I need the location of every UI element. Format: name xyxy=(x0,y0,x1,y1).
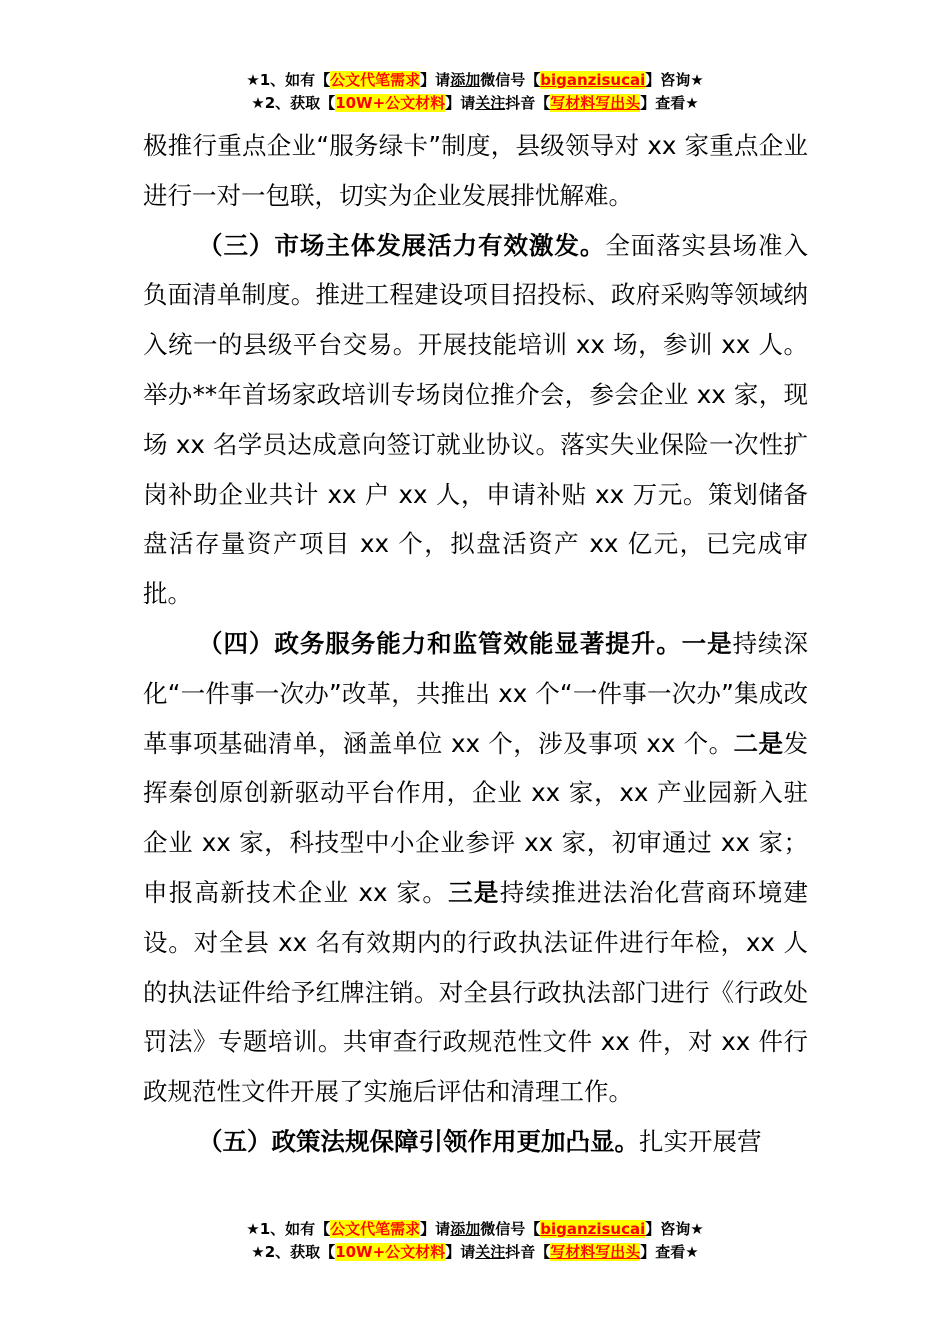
section-heading: （三）市场主体发展活力有效激发。 xyxy=(198,230,606,260)
promo-highlight-service: 公文代笔需求 xyxy=(330,1220,421,1238)
promo-underlined-text: 关注 xyxy=(475,94,506,112)
promo-line-1 xyxy=(0,69,950,92)
paragraph-section-4 xyxy=(143,619,808,1117)
promo-wechat-id: biganzisucai xyxy=(540,1220,646,1238)
point-lead: 一是 xyxy=(681,628,733,658)
promo-text: 抖音【 xyxy=(505,94,551,112)
promo-text: 】请 xyxy=(420,71,451,89)
paragraph-section-5 xyxy=(143,1117,808,1167)
paragraph-text: 扎实开展营 xyxy=(639,1126,762,1156)
promo-text: 微信号【 xyxy=(480,1220,541,1238)
paragraph-text: 持续深化“一件事一次办”改革，共推出 xx 个“一件事一次办”集成改革事项基础清单，涵盖单位 xx 个，涉及事项 xx 个。 xyxy=(143,628,809,758)
paragraph-text: 发挥秦创原创新驱动平台作用，企业 xx 家，xx 产业园新入驻企业 xx 家，科技型中小企业参评 xx 家，初审通过 xx 家；申报高新技术企业 xx 家。 xyxy=(143,728,808,907)
promo-underlined-text: 添加 xyxy=(450,1220,481,1238)
promo-douyin-account: 写材料写出头 xyxy=(550,94,641,112)
promo-text: ★2、获取【 xyxy=(251,1243,336,1261)
promo-douyin-account: 写材料写出头 xyxy=(550,1243,641,1261)
paragraph-section-3 xyxy=(143,221,808,619)
paragraph-text: 全面落实县场准入负面清单制度。推进工程建设项目招投标、政府采购等领域纳入统一的县级平台交易。开展技能培训 xx 场，参训 xx 人。举办**年首场家政培训专场岗位推介会，参会企业 xx 家，现场 xx 名学员达成意向签订就业协议。落实失业保险一次性扩岗补助企业共计 xx 户 xx 人，申请补贴 xx 万元。策划储备盘活存量资产项目 xx 个，拟盘活资产 xx 亿元，已完成审批。 xyxy=(143,230,809,609)
promo-text: 】请 xyxy=(445,94,476,112)
promo-text: 微信号【 xyxy=(480,71,541,89)
promo-text: ★1、如有【 xyxy=(246,1220,331,1238)
promo-text: 】请 xyxy=(420,1220,451,1238)
promo-line-1 xyxy=(0,1218,950,1241)
section-heading: （五）政策法规保障引领作用更加凸显。 xyxy=(198,1126,639,1156)
promo-highlight-service: 公文代笔需求 xyxy=(330,71,421,89)
promo-text: 】咨询★ xyxy=(645,1220,704,1238)
paragraph-text: 持续推进法治化营商环境建设。对全县 xx 名有效期内的行政执法证件进行年检，xx 人的执法证件给予红牌注销。对全县行政执法部门进行《行政处罚法》专题培训。共审查行政规范性文件 xx 件，对 xx 件行政规范性文件开展了实施后评估和清理工作。 xyxy=(143,877,808,1107)
promo-text: ★1、如有【 xyxy=(246,71,331,89)
promo-text: 抖音【 xyxy=(505,1243,551,1261)
document-body xyxy=(143,121,808,1167)
promo-underlined-text: 关注 xyxy=(475,1243,506,1261)
point-lead: 二是 xyxy=(733,728,784,758)
point-lead: 三是 xyxy=(448,877,500,907)
promo-text: 】查看★ xyxy=(640,94,699,112)
promo-highlight-materials: 10W+公文材料 xyxy=(335,1243,446,1261)
promo-text: 】咨询★ xyxy=(645,71,704,89)
promo-text: 】请 xyxy=(445,1243,476,1261)
promo-line-2 xyxy=(0,1241,950,1264)
promo-line-2 xyxy=(0,92,950,115)
promo-highlight-materials: 10W+公文材料 xyxy=(335,94,446,112)
promo-wechat-id: biganzisucai xyxy=(540,71,646,89)
promo-banner-bottom xyxy=(0,1218,950,1264)
promo-text: ★2、获取【 xyxy=(251,94,336,112)
section-heading: （四）政务服务能力和监管效能显著提升。 xyxy=(198,628,682,658)
paragraph-continuation: 极推行重点企业“服务绿卡”制度，县级领导对 xx 家重点企业进行一对一包联，切实为企业发展排忧解难。 xyxy=(143,131,808,210)
promo-text: 】查看★ xyxy=(640,1243,699,1261)
promo-underlined-text: 添加 xyxy=(450,71,481,89)
promo-banner-top xyxy=(0,69,950,115)
